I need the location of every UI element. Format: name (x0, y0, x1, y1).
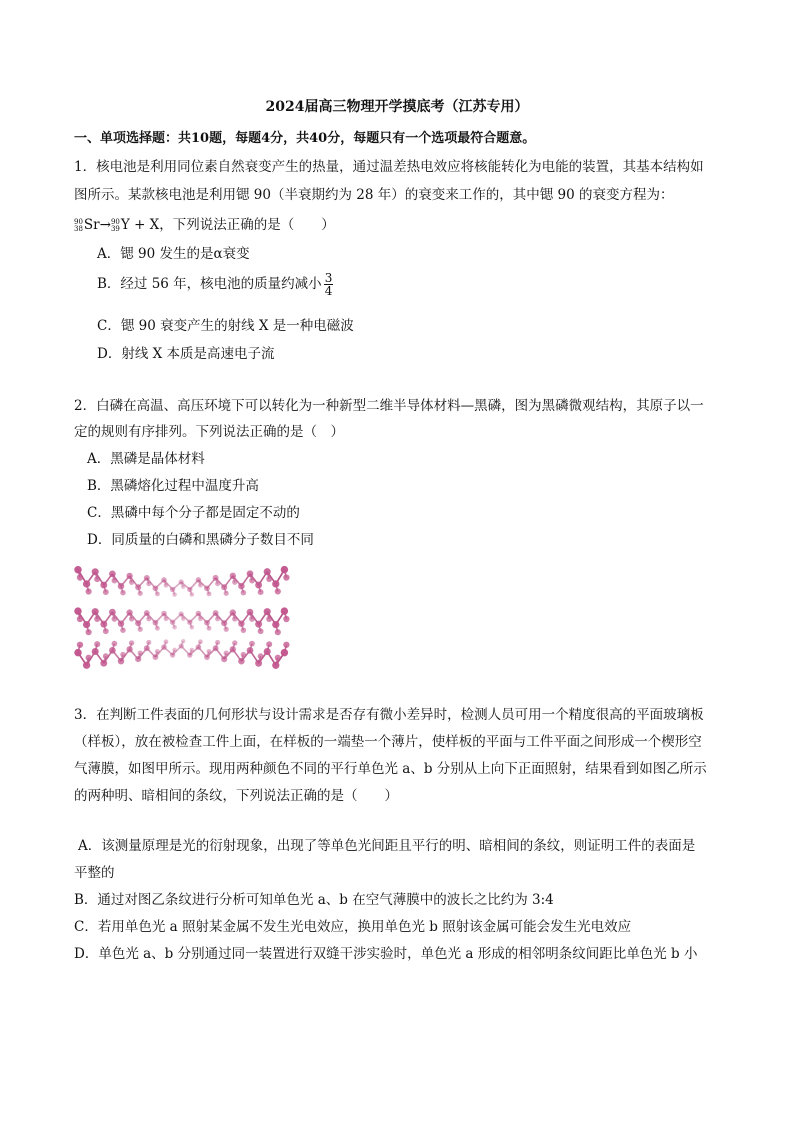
phosphorus-atom (153, 620, 159, 626)
q2-option-d[interactable]: D．同质量的白磷和黑磷分子数目不同 (87, 532, 314, 548)
phosphorus-atom (181, 585, 185, 589)
phosphorus-atom (272, 662, 279, 669)
phosphorus-atom (126, 609, 132, 615)
phosphorus-atom (120, 627, 126, 633)
phosphorus-atom (86, 629, 92, 635)
phosphorus-atom (190, 648, 195, 653)
phosphorus-atom (181, 639, 185, 643)
phosphorus-atom (264, 648, 271, 655)
phosphorus-atom (238, 583, 245, 590)
phosphorus-atom (187, 620, 192, 625)
phosphorus-atom (118, 620, 125, 627)
phosphorus-atom (255, 660, 262, 667)
phosphorus-atom (221, 620, 227, 626)
q2-option-c[interactable]: C．黑磷中每个分子都是固定不动的 (87, 505, 300, 521)
phosphorus-atom (224, 650, 229, 655)
q3-option-b[interactable]: B．通过对图乙条纹进行分析可知单色光 a、b 在空气薄膜中的波长之比约为 3:4 (74, 892, 554, 908)
phosphorus-atom (275, 588, 281, 594)
phosphorus-atom (103, 628, 109, 634)
phosphorus-atom (126, 646, 132, 652)
phosphorus-atom (249, 578, 255, 584)
phosphorus-atom (196, 611, 202, 617)
phosphorus-atom (187, 587, 192, 592)
phosphorus-atom (249, 616, 255, 622)
phosphorus-atom (224, 627, 229, 632)
phosphorus-atom (83, 662, 90, 669)
phosphorus-atom (100, 660, 107, 667)
phosphorus-atom (281, 566, 288, 573)
q3-option-d[interactable]: D．单色光 a、b 分别通过同一装置进行双缝干涉实验时，单色光 a 形成的相邻明条纹间距比单色光 b 小 (74, 946, 698, 962)
phosphorus-atom (118, 658, 125, 665)
phosphorus-atom (170, 652, 175, 657)
q3-stem-line2: （样板），放在被检查工件上面，在样板的一端垫一个薄片，使样板的平面与工件平面之间形成一个楔形空 (74, 734, 702, 750)
q1-decay-equation (74, 213, 335, 233)
phosphorus-atom (179, 611, 184, 616)
y-isotope-numbers: 90 39 (110, 217, 120, 233)
phosphorus-atom (144, 645, 150, 651)
phosphorus-atom (135, 656, 141, 662)
phosphorus-atom (238, 620, 245, 627)
fraction-three-quarters: $\frac{3}{4}$ (324, 271, 333, 298)
phosphorus-atom (258, 589, 264, 595)
phosphorus-atom (129, 616, 134, 621)
phosphorus-atom (112, 641, 118, 647)
sr-symbol: Sr (83, 217, 100, 233)
q2-option-a[interactable]: A．黑磷是晶体材料 (87, 451, 205, 467)
q1-option-b[interactable] (97, 272, 333, 297)
phosphorus-atom (172, 648, 177, 653)
phosphorus-atom (170, 620, 175, 625)
q3-stem-line3: 气薄膜，如图甲所示。现用两种颜色不同的平行单色光 a、b 分别从上向下正面照射，结果看到如图乙所示 (74, 761, 707, 777)
q3-option-a-line2[interactable]: 平整的 (74, 865, 115, 881)
phosphorus-atom (190, 625, 195, 630)
q1-stem-tail: ，下列说法正确的是（ ） (159, 217, 335, 233)
phosphorus-atom (103, 589, 109, 595)
phosphorus-atom (179, 643, 184, 648)
phosphorus-atom (258, 628, 264, 634)
phosphorus-atom (103, 653, 109, 659)
phosphorus-atom (266, 576, 272, 582)
phosphorus-atom (230, 573, 236, 579)
q1-option-d[interactable]: D．射线 X 本质是高速电子流 (97, 346, 275, 362)
phosphorus-atom (215, 616, 220, 621)
phosphorus-atom (283, 616, 289, 622)
phosphorus-atom (146, 581, 151, 586)
q1-stem-line1: 1．核电池是利用同位素自然衰变产生的热量，通过温差热电效应将核能转化为电能的装置，其基本结构如 (74, 159, 704, 175)
phosphorus-atom (155, 626, 160, 631)
phosphorus-atom (272, 580, 279, 587)
phosphorus-atom (213, 575, 219, 581)
phosphorus-atom (77, 574, 83, 580)
phosphorus-atom (92, 608, 99, 615)
phosphorus-atom (266, 641, 272, 647)
phosphorus-atom (241, 590, 247, 596)
phosphorus-atom (283, 574, 289, 580)
phosphorus-atom (215, 640, 220, 645)
phosphorus-atom (155, 649, 160, 654)
phosphorus-atom (161, 577, 167, 583)
q2-option-b[interactable]: B．黑磷熔化过程中温度升高 (87, 478, 259, 494)
phosphorus-atom (215, 581, 220, 586)
phosphorus-atom (221, 656, 227, 662)
phosphorus-atom (144, 575, 150, 581)
phosphorus-atom (264, 568, 271, 575)
phosphorus-atom (164, 583, 169, 588)
phosphorus-atom (77, 642, 83, 648)
phosphorus-atom (230, 609, 236, 615)
phosphorus-atom (247, 609, 254, 616)
phosphorus-atom (272, 621, 279, 628)
phosphorus-atom (138, 650, 143, 655)
phosphorus-atom (146, 640, 151, 645)
phosphorus-atom (77, 616, 83, 622)
phosphorus-atom (83, 580, 90, 587)
phosphorus-atom (138, 627, 143, 632)
phosphorus-atom (86, 655, 92, 661)
phosphorus-atom (281, 649, 288, 656)
phosphorus-atom (100, 621, 107, 628)
phosphorus-atom (258, 653, 264, 659)
phosphorus-atom (161, 644, 167, 650)
phosphorus-atom (172, 592, 177, 597)
phosphorus-atom (232, 616, 237, 621)
phosphorus-atom (135, 620, 141, 626)
phosphorus-atom (275, 629, 281, 635)
y-symbol: Y (120, 217, 130, 233)
phosphorus-atom (281, 607, 288, 614)
section-header: 一、单项选择题：共10题，每题4分，共40分，每题只有一个选项最符合题意。 (74, 131, 536, 146)
phosphorus-atom (153, 585, 159, 591)
phosphorus-atom (164, 639, 169, 644)
phosphorus-atom (135, 584, 141, 590)
phosphorus-atom (126, 573, 132, 579)
phosphorus-atom (112, 616, 118, 622)
q1-option-c[interactable]: C．锶 90 衰变产生的射线 X 是一种电磁波 (97, 318, 354, 334)
phosphorus-atom (179, 579, 184, 584)
exam-title: 2024届高三物理开学摸底考（江苏专用） (265, 99, 529, 115)
phosphorus-atom (100, 582, 107, 589)
q2-stem-line1: 2．白磷在高温、高压环境下可以转化为一种新型二维半导体材料—黑磷，图为黑磷微观结构，其原子以一 (74, 398, 704, 414)
phosphorus-atom (196, 577, 202, 583)
phosphorus-atom (204, 620, 210, 626)
phosphorus-atom (241, 652, 247, 658)
phosphorus-atom (144, 610, 150, 616)
phosphorus-atom (146, 616, 151, 621)
phosphorus-atom (247, 570, 254, 577)
phosphorus-atom (74, 566, 81, 573)
phosphorus-atom (190, 592, 195, 597)
phosphorus-atom (74, 607, 81, 614)
phosphorus-atom (129, 579, 134, 584)
phosphorus-atom (109, 570, 116, 577)
q1-option-b-text: B．经过 56 年，核电池的质量约减小 (97, 276, 322, 292)
phosphorus-atom (213, 610, 219, 616)
phosphorus-atom (230, 646, 236, 652)
phosphorus-atom (138, 591, 143, 596)
phosphorus-atom (249, 641, 255, 647)
phosphorus-atom (238, 658, 245, 665)
phosphorus-atom (94, 576, 100, 582)
q1-stem-line2: 图所示。某款核电池是利用锶 90（半衰期约为 28 年）的衰变来工作的，其中锶 90 的衰变方程为： (74, 187, 674, 203)
q3-option-c[interactable]: C．若用单色光 a 照射某金属不发生光电效应，换用单色光 b 照射该金属可能会发生光电效应 (74, 919, 632, 935)
phosphorus-atom (264, 608, 271, 615)
phosphorus-atom (94, 616, 100, 622)
phosphorus-atom (198, 639, 203, 644)
phosphorus-atom (232, 579, 237, 584)
phosphorus-atom (161, 611, 167, 617)
phosphorus-atom (170, 587, 175, 592)
phosphorus-atom (255, 621, 262, 628)
phosphorus-atom (181, 617, 185, 621)
phosphorus-atom (112, 578, 118, 584)
phosphorus-atom (129, 640, 134, 645)
sr-isotope-numbers: 90 38 (74, 217, 83, 233)
phosphorus-atom (224, 591, 229, 596)
phosphorus-atom (155, 591, 160, 596)
phosphorus-atom (109, 647, 116, 654)
phosphorus-atom (109, 609, 116, 616)
phosphorus-atom (266, 616, 272, 622)
phosphorus-atom (204, 585, 210, 591)
phosphorus-atom (92, 568, 99, 575)
phosphorus-atom (196, 644, 202, 650)
phosphorus-atom (198, 616, 203, 621)
phosphorus-atom (241, 627, 247, 633)
phosphorus-atom (207, 591, 212, 596)
q2-stem-line2: 定的规则有序排列。下列说法正确的是（ ） (74, 424, 344, 440)
phosphorus-atom (120, 652, 126, 658)
phosphorus-atom (187, 652, 192, 657)
phosphorus-atom (207, 649, 212, 654)
phosphorus-atom (74, 649, 81, 656)
phosphorus-atom (255, 582, 262, 589)
phosphorus-atom (247, 647, 254, 654)
arrow-symbol: → (99, 217, 111, 233)
phosphorus-atom (213, 645, 219, 651)
phosphorus-atom (94, 641, 100, 647)
q3-option-a-line1[interactable]: A．该测量原理是光的衍射现象，出现了等单色光间距且平行的明、暗相间的条纹，则证明工件的表面是 (78, 838, 696, 854)
phosphorus-atom (153, 654, 159, 660)
q3-stem-line4: 的两种明、暗相间的条纹，下列说法正确的是（ ） (74, 788, 398, 804)
phosphorus-atom (86, 588, 92, 594)
phosphorus-atom (164, 616, 169, 621)
black-phosphorus-structure-figure (72, 558, 290, 692)
phosphorus-atom (283, 642, 289, 648)
phosphorus-atom (83, 621, 90, 628)
phosphorus-atom (207, 626, 212, 631)
phosphorus-atom (198, 583, 203, 588)
phosphorus-atom (118, 583, 125, 590)
phosphorus-atom (232, 640, 237, 645)
q3-stem-line1: 3．在判断工件表面的几何形状与设计需求是否存有微小差异时，检测人员可用一个精度很高的平面玻璃板 (74, 707, 704, 723)
phosphorus-atom (221, 584, 227, 590)
phosphorus-atom (204, 654, 210, 660)
phosphorus-atom (120, 590, 126, 596)
plus-x: + X (129, 217, 160, 233)
phosphorus-atom (92, 648, 99, 655)
phosphorus-atom (275, 655, 281, 661)
q1-option-a[interactable]: A．锶 90 发生的是α衰变 (97, 246, 250, 262)
phosphorus-atom (172, 625, 177, 630)
